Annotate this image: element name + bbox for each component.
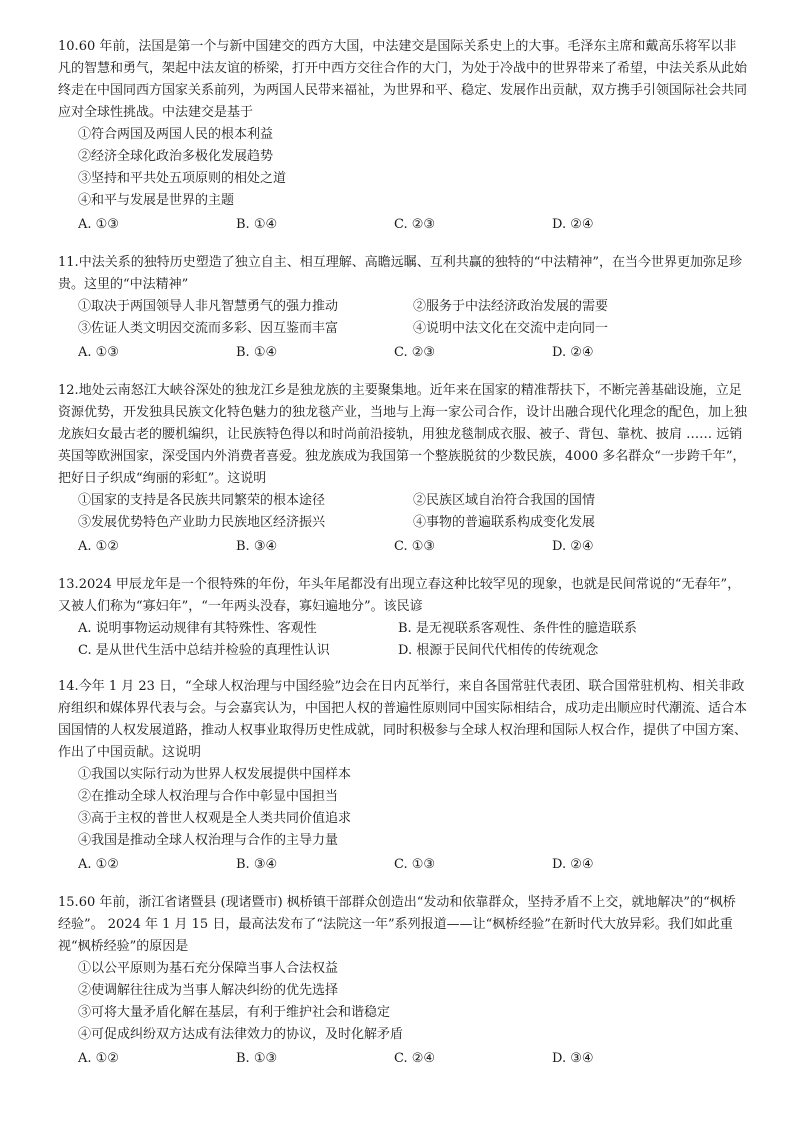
exam-page	[58, 36, 748, 1086]
answer-option-a[interactable]: A. ①③	[78, 345, 119, 360]
question-10	[58, 36, 748, 238]
answer-options	[58, 1046, 748, 1072]
question-text: 60 年前，法国是第一个与新中国建交的西方大国，中法建交是国际关系史上的大事。毛泽东主席和戴高乐将军以非凡的智慧和勇气，架起中法友谊的桥梁，打开中西方交往合作的大门，为处于冷战中的世界带来了希望，中法关系从此始终走在中国同西方国家关系前列，为两国人民带来福祉，为世界和平、稳定、发展作出贡献，双方携手引领国际社会共同应对全球性挑战。中法建交是基于	[58, 39, 748, 120]
question-number: 14.	[58, 679, 79, 694]
answer-option-d[interactable]: D. 根源于民间代代相传的传统观念	[398, 643, 599, 658]
question-text: 今年 1 月 23 日，“全球人权治理与中国经验”边会在日内瓦举行，来自各国常驻代表团、联合国常驻机构、相关非政府组织和媒体界代表与会。与会嘉宾认为，中国把人权的普遍性原则同中国实际相结合，成功走出顺应时代潮流、适合本国国情的人权发展道路，推动人权事业取得历史性成就，同时积极参与全球人权治理和国际人权合作，提供了中国方案、作出了中国贡献。这说明	[58, 679, 748, 760]
statement-3: ③发展优势特色产业助力民族地区经济振兴	[78, 515, 326, 530]
answer-option-c[interactable]: C. ①③	[394, 539, 436, 554]
answer-options	[58, 212, 748, 238]
answer-option-b[interactable]: B. 是无视联系客观性、条件性的臆造联系	[398, 621, 637, 636]
question-15	[58, 892, 748, 1072]
statement-1: ①符合两国及两国人民的根本利益	[78, 127, 274, 142]
statement-4: ④事物的普遍联系构成变化发展	[413, 515, 596, 530]
answer-options	[58, 618, 748, 662]
statement-1: ①国家的支持是各民族共同繁荣的根本途径	[78, 493, 326, 508]
statement-2: ②经济全球化政治多极化发展趋势	[78, 149, 274, 164]
answer-option-c[interactable]: C. ①③	[394, 857, 436, 872]
question-12	[58, 380, 748, 560]
question-text: 地处云南怒江大峡谷深处的独龙江乡是独龙族的主要聚集地。近年来在国家的精准帮扶下，不断完善基础设施，立足资源优势，开发独具民族文化特色魅力的独龙毯产业，当地与上海一家公司合作，设计出融合现代化理念的配色，加上独龙族妇女最古老的腰机编织，让民族特色得以和时尚前沿接轨，用独龙毯制成衣服、被子、背包、靠枕、披肩 …… 远销英国等欧洲国家，深受国内外消费者喜爱。独龙族成为我国第一个整族脱贫的少数民族，4000 多名群众“一步跨千年”，把好日子织成“绚丽的彩虹”。这说明	[58, 383, 748, 486]
statement-grid	[58, 490, 748, 534]
statement-2: ②服务于中法经济政治发展的需要	[413, 299, 609, 314]
question-14	[58, 676, 748, 878]
question-stem	[58, 574, 748, 618]
statement-grid	[58, 296, 748, 340]
answer-option-d[interactable]: D. ②④	[552, 857, 594, 872]
answer-option-d[interactable]: D. ③④	[552, 1051, 594, 1066]
statement-2: ②在推动全球人权治理与合作中彰显中国担当	[78, 789, 339, 804]
answer-option-d[interactable]: D. ②④	[552, 345, 594, 360]
answer-option-b[interactable]: B. ③④	[236, 539, 278, 554]
statement-1: ①取决于两国领导人非凡智慧勇气的强力推动	[78, 299, 339, 314]
question-number: 15.	[58, 895, 79, 910]
answer-option-a[interactable]: A. ①②	[78, 539, 119, 554]
question-stem	[58, 36, 748, 124]
question-text: 中法关系的独特历史塑造了独立自主、相互理解、高瞻远瞩、互利共赢的独特的“中法精神”，在当今世界更加弥足珍贵。这里的“中法精神”	[58, 255, 742, 292]
answer-option-b[interactable]: B. ①③	[236, 1051, 278, 1066]
question-number: 13.	[58, 577, 79, 592]
question-stem	[58, 676, 748, 764]
answer-option-b[interactable]: B. ③④	[236, 857, 278, 872]
question-number: 12.	[58, 383, 79, 398]
question-text: 2024 甲辰龙年是一个很特殊的年份，年头年尾都没有出现立春这种比较罕见的现象，也就是民间常说的“无春年”，又被人们称为“寡妇年”，“一年两头没春，寡妇遍地分”。该民谚	[58, 577, 741, 614]
question-11	[58, 252, 748, 366]
question-stem	[58, 252, 748, 296]
answer-option-b[interactable]: B. ①④	[236, 345, 278, 360]
answer-option-a[interactable]: A. ①②	[78, 857, 119, 872]
statement-4: ④我国是推动全球人权治理与合作的主导力量	[78, 833, 339, 848]
question-stem	[58, 892, 748, 958]
question-number: 10.	[58, 39, 79, 54]
statement-2: ②民族区域自治符合我国的国情	[413, 493, 596, 508]
statement-4: ④说明中法文化在交流中走向同一	[413, 321, 609, 336]
answer-option-a[interactable]: A. ①②	[78, 1051, 119, 1066]
statement-1: ①以公平原则为基石充分保障当事人合法权益	[78, 961, 339, 976]
answer-options	[58, 852, 748, 878]
answer-option-a[interactable]: A. ①③	[78, 217, 119, 232]
answer-option-c[interactable]: C. ②③	[394, 345, 436, 360]
answer-options	[58, 534, 748, 560]
statement-4: ④可促成纠纷双方达成有法律效力的协议，及时化解矛盾	[78, 1027, 404, 1042]
statement-3: ③佐证人类文明因交流而多彩、因互鉴而丰富	[78, 321, 339, 336]
statement-1: ①我国以实际行动为世界人权发展提供中国样本	[78, 767, 352, 782]
statement-4: ④和平与发展是世界的主题	[78, 193, 235, 208]
answer-options	[58, 340, 748, 366]
question-number: 11.	[58, 255, 79, 270]
question-text: 60 年前，浙江省诸暨县 (现诸暨市) 枫桥镇干部群众创造出“发动和依靠群众，坚持矛盾不上交，就地解决”的“枫桥经验”。 2024 年 1 月 15 日，最高法发布了“法院这一年”系列报道——让“枫桥经验”在新时代大放异彩。我们如此重视“枫桥经验”的原因是	[58, 895, 736, 954]
answer-option-b[interactable]: B. ①④	[236, 217, 278, 232]
statement-3: ③高于主权的普世人权观是全人类共同价值追求	[78, 811, 352, 826]
statement-3: ③坚持和平共处五项原则的相处之道	[78, 171, 287, 186]
question-13	[58, 574, 748, 662]
answer-option-c[interactable]: C. ②④	[394, 1051, 436, 1066]
statement-3: ③可将大量矛盾化解在基层，有利于维护社会和谐稳定	[78, 1005, 391, 1020]
statement-2: ②使调解往往成为当事人解决纠纷的优先选择	[78, 983, 339, 998]
answer-option-c[interactable]: C. ②③	[394, 217, 436, 232]
question-stem	[58, 380, 748, 490]
answer-option-d[interactable]: D. ②④	[552, 539, 594, 554]
answer-option-c[interactable]: C. 是从世代生活中总结并检验的真理性认识	[78, 643, 330, 658]
answer-option-d[interactable]: D. ②④	[552, 217, 594, 232]
answer-option-a[interactable]: A. 说明事物运动规律有其特殊性、客观性	[78, 621, 317, 636]
